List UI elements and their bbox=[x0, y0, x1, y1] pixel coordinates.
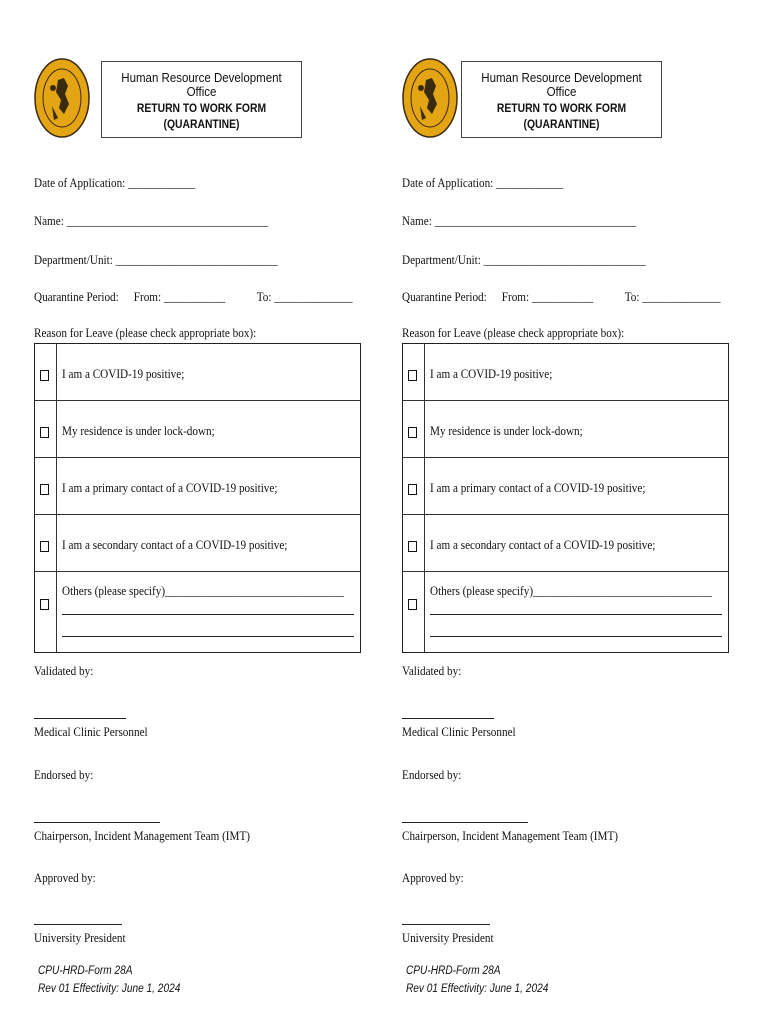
medical-clinic-label: Medical Clinic Personnel bbox=[402, 724, 516, 739]
reason-label: Reason for Leave (please check appropriate box): bbox=[402, 325, 625, 340]
form-title: RETURN TO WORK FORM bbox=[496, 103, 627, 115]
form-code: CPU-HRD-Form 28A bbox=[406, 965, 501, 977]
endorsed-by-label: Endorsed by: bbox=[34, 767, 94, 782]
return-to-work-form-right bbox=[392, 0, 732, 1024]
option-row bbox=[35, 515, 360, 572]
signature-line[interactable] bbox=[34, 924, 122, 925]
department-field[interactable]: Department/Unit: _____________________________ bbox=[402, 252, 646, 267]
quarantine-period-label: Quarantine Period: bbox=[402, 289, 487, 304]
president-label: University President bbox=[402, 930, 494, 945]
form-title: RETURN TO WORK FORM bbox=[136, 103, 267, 115]
option-row bbox=[403, 344, 728, 401]
checkbox-icon[interactable] bbox=[408, 427, 417, 438]
checkbox-icon[interactable] bbox=[40, 427, 49, 438]
checkbox-icon[interactable] bbox=[40, 484, 49, 495]
quarantine-period-label: Quarantine Period: bbox=[34, 289, 119, 304]
others-blank-line[interactable] bbox=[430, 636, 722, 637]
quarantine-to-field[interactable]: To: ______________ bbox=[624, 289, 721, 304]
others-blank-line[interactable] bbox=[430, 614, 722, 615]
option-label: I am a secondary contact of a COVID-19 positive; bbox=[62, 537, 288, 552]
chairperson-label: Chairperson, Incident Management Team (IMT) bbox=[34, 828, 251, 843]
checkbox-icon[interactable] bbox=[40, 599, 49, 610]
return-to-work-form-left bbox=[24, 0, 364, 1024]
chairperson-label: Chairperson, Incident Management Team (IMT) bbox=[402, 828, 619, 843]
option-row bbox=[403, 515, 728, 572]
name-field[interactable]: Name: ____________________________________ bbox=[34, 213, 268, 228]
signature-line[interactable] bbox=[402, 822, 528, 823]
option-label: I am a primary contact of a COVID-19 positive; bbox=[62, 480, 278, 495]
revision-effectivity: Rev 01 Effectivity: June 1, 2024 bbox=[406, 983, 549, 995]
option-row bbox=[35, 401, 360, 458]
endorsed-by-label: Endorsed by: bbox=[402, 767, 462, 782]
checkbox-icon[interactable] bbox=[408, 599, 417, 610]
university-seal-icon bbox=[34, 58, 90, 138]
medical-clinic-label: Medical Clinic Personnel bbox=[34, 724, 148, 739]
option-label: Others (please specify)________________________________ bbox=[430, 583, 712, 598]
option-label: My residence is under lock-down; bbox=[62, 423, 215, 438]
checkbox-icon[interactable] bbox=[40, 370, 49, 381]
checkbox-icon[interactable] bbox=[40, 541, 49, 552]
date-of-application-field[interactable]: Date of Application: ____________ bbox=[34, 175, 196, 190]
validated-by-label: Validated by: bbox=[402, 663, 462, 678]
approved-by-label: Approved by: bbox=[402, 870, 464, 885]
quarantine-period-row bbox=[34, 289, 353, 305]
department-field[interactable]: Department/Unit: _____________________________ bbox=[34, 252, 278, 267]
option-label: Others (please specify)________________________________ bbox=[62, 583, 344, 598]
quarantine-from-field[interactable]: From: ___________ bbox=[133, 289, 226, 304]
date-of-application-field[interactable]: Date of Application: ____________ bbox=[402, 175, 564, 190]
option-row bbox=[35, 344, 360, 401]
name-field[interactable]: Name: ____________________________________ bbox=[402, 213, 636, 228]
option-row-others bbox=[403, 572, 728, 710]
header-box bbox=[101, 61, 302, 138]
president-label: University President bbox=[34, 930, 126, 945]
option-row bbox=[403, 458, 728, 515]
header-box bbox=[461, 61, 662, 138]
checkbox-icon[interactable] bbox=[408, 541, 417, 552]
form-subtitle: (QUARANTINE) bbox=[163, 119, 240, 131]
signature-line[interactable] bbox=[34, 822, 160, 823]
reason-options-table bbox=[402, 343, 729, 653]
office-name: Human Resource Development Office bbox=[121, 71, 282, 99]
option-row bbox=[403, 401, 728, 458]
quarantine-from-field[interactable]: From: ___________ bbox=[501, 289, 594, 304]
others-blank-line[interactable] bbox=[62, 636, 354, 637]
reason-options-table bbox=[34, 343, 361, 653]
option-label: I am a COVID-19 positive; bbox=[430, 366, 553, 381]
validated-by-label: Validated by: bbox=[34, 663, 94, 678]
signature-line[interactable] bbox=[402, 924, 490, 925]
signature-line[interactable] bbox=[34, 718, 126, 719]
option-label: I am a secondary contact of a COVID-19 positive; bbox=[430, 537, 656, 552]
revision-effectivity: Rev 01 Effectivity: June 1, 2024 bbox=[38, 983, 181, 995]
checkbox-icon[interactable] bbox=[408, 484, 417, 495]
checkbox-icon[interactable] bbox=[408, 370, 417, 381]
option-row-others bbox=[35, 572, 360, 710]
option-label: My residence is under lock-down; bbox=[430, 423, 583, 438]
others-blank-line[interactable] bbox=[62, 614, 354, 615]
approved-by-label: Approved by: bbox=[34, 870, 96, 885]
quarantine-period-row bbox=[402, 289, 721, 305]
reason-label: Reason for Leave (please check appropriate box): bbox=[34, 325, 257, 340]
form-subtitle: (QUARANTINE) bbox=[523, 119, 600, 131]
signature-line[interactable] bbox=[402, 718, 494, 719]
university-seal-icon bbox=[402, 58, 458, 138]
option-label: I am a primary contact of a COVID-19 positive; bbox=[430, 480, 646, 495]
office-name: Human Resource Development Office bbox=[481, 71, 642, 99]
option-row bbox=[35, 458, 360, 515]
quarantine-to-field[interactable]: To: ______________ bbox=[256, 289, 353, 304]
form-code: CPU-HRD-Form 28A bbox=[38, 965, 133, 977]
option-label: I am a COVID-19 positive; bbox=[62, 366, 185, 381]
